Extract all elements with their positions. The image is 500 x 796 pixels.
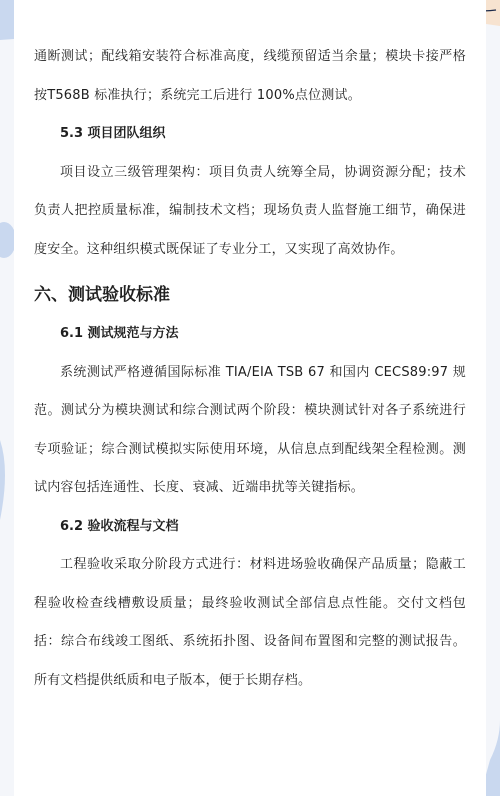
section-6-2-paragraph: 工程验收采取分阶段方式进行：材料进场验收确保产品质量；隐蔽工程验收检查线槽敷设质量；最终验收测试全部信息点性能。交付文档包括：综合布线竣工图纸、系统拓扑图、设备间布置图和完整的测试报告。所有文档提供纸质和电子版本，便于长期存档。 [34, 557, 466, 688]
intro-paragraph: 通断测试；配线箱安装符合标准高度，线缆预留适当余量；模块卡接严格按T568B 标准执行；系统完工后进行 100%点位测试。 [34, 49, 466, 103]
page-content [34, 38, 466, 700]
section-6-2-heading: 6.2 验收流程与文档 [60, 518, 179, 534]
section-5-3-heading: 5.3 项目团队组织 [60, 126, 166, 141]
section-6-heading: 六、测试验收标准 [34, 285, 170, 305]
document-page [14, 0, 486, 796]
section-6-1-heading: 6.1 测试规范与方法 [60, 326, 179, 341]
section-6-1-paragraph: 系统测试严格遵循国际标准 TIA/EIA TSB 67 和国内 CECS89:97 规范。测试分为模块测试和综合测试两个阶段：模块测试针对各子系统进行专项验证；综合测试模拟实际使用环境，从信息点到配线架全程检测。测试内容包括连通性、长度、衰减、近端串扰等关键指标。 [34, 364, 466, 495]
section-5-3-paragraph: 项目设立三级管理架构：项目负责人统筹全局，协调资源分配；技术负责人把控质量标准，编制技术文档；现场负责人监督施工细节，确保进度安全。这种组织模式既保证了专业分工，又实现了高效协作。 [34, 164, 466, 257]
